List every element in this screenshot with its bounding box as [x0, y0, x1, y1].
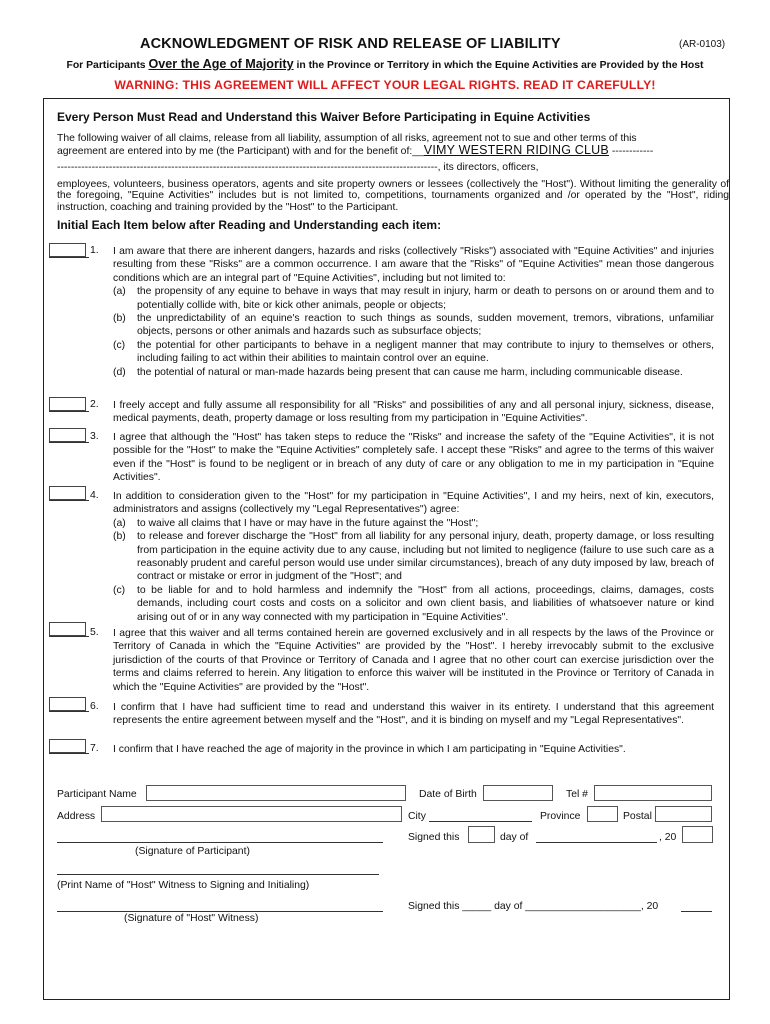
sub-text: the unpredictability of an equine's reaction to such things as sounds, sudden movement, tremors, vibrations, unfamiliar objects, persons or other animals and hazards such as subsurface objects;: [137, 313, 714, 338]
province-field[interactable]: [587, 806, 618, 822]
signed-month-field[interactable]: [536, 842, 657, 843]
postal-label: Postal: [623, 811, 652, 822]
item-text: I confirm that I have had sufficient time to read and understand this waiver in its entirety. I understand that this agreement represents the entire agreement between myself and the "Host", and it is binding on myself and my "Legal Representatives".: [113, 702, 714, 727]
item-text: I freely accept and fully assume all responsibility for all "Risks" and possibilities of any and all personal injury, sickness, disease, medical payments, death, property damage or loss resulting from my participation in "Equine Activities".: [113, 400, 714, 425]
intro-line-2-pre: agreement are entered into by me (the Participant) with and for the benefit of:__: [57, 145, 424, 157]
sub-label: (b): [113, 531, 126, 543]
participant-signature-line[interactable]: [57, 842, 383, 843]
intro-line-1: The following waiver of all claims, release from all liability, assumption of all risks, agreement not to sue and other terms of this: [57, 133, 637, 144]
initial-box-4[interactable]: [49, 486, 86, 500]
waiver-heading: Every Person Must Read and Understand this Waiver Before Participating in Equine Activities: [57, 110, 591, 124]
item-number: 1.: [90, 245, 99, 256]
item-2: [113, 399, 714, 426]
item-5: [113, 627, 714, 694]
participant-name-label: Participant Name: [57, 789, 137, 800]
sub-item: [113, 339, 714, 366]
print-name-witness-label: (Print Name of "Host" Witness to Signing and Initialing): [57, 880, 310, 891]
sub-item: [113, 366, 714, 379]
city-field[interactable]: [429, 821, 532, 822]
signed-this-label: Signed this: [408, 832, 460, 843]
sub-label: (a): [113, 517, 126, 529]
participant-name-field[interactable]: [146, 785, 406, 801]
initial-box-2[interactable]: [49, 397, 86, 411]
item-number: 3.: [90, 431, 99, 442]
address-label: Address: [57, 811, 96, 822]
initial-box-5[interactable]: [49, 622, 86, 636]
item-text: I agree that this waiver and all terms contained herein are governed exclusively and in all respects by the laws of the Province or Territory of Canada in which the "Equine Activities" are provided by the "Host". I hereby irrevocably submit to the exclusive jurisdiction of the courts of that Province or Territory of Canada and I agree that no other court can exercise jurisdiction over the terms and claims referred to herein. Any litigation to enforce this waiver will be instituted in the Province or Territory of Canada in which the "Equine Activities" are provided by the "Host".: [113, 628, 714, 693]
subtitle-emphasis: Over the Age of Majority: [148, 57, 294, 71]
signed-day-field[interactable]: [468, 826, 495, 843]
signature-witness-label: (Signature of "Host" Witness): [124, 913, 259, 924]
initial-box-3[interactable]: [49, 428, 86, 442]
witness-signed-line: Signed this _____ day of ____________________, 20: [408, 901, 659, 912]
tel-field[interactable]: [594, 785, 712, 801]
form-id: (AR-0103): [679, 39, 726, 50]
dob-label: Date of Birth: [419, 789, 477, 800]
witness-print-name-line[interactable]: [57, 874, 379, 875]
sub-text: the propensity of any equine to behave in ways that may result in injury, harm or death to persons on or around them and to potentially collide with, bite or kick other animals, people or objects;: [137, 286, 714, 311]
year-label: , 20: [659, 832, 677, 843]
intro-line-2: [57, 142, 717, 158]
item-number: 7.: [90, 743, 99, 754]
item-text: I am aware that there are inherent dangers, hazards and risks (collectively "Risks") associated with "Equine Activities" and injuries resulting from these "Risks" are a common occurrence. I am aware that the "Risks" of "Equine Activities" mean those dangerous conditions which are an integral part of "Equine Activities", including but not limited to:: [113, 246, 714, 284]
address-field[interactable]: [101, 806, 402, 822]
witness-year-field[interactable]: [681, 911, 712, 912]
sub-label: (a): [113, 286, 126, 298]
initial-heading: Initial Each Item below after Reading and Understanding each item:: [57, 218, 442, 232]
sub-label: (b): [113, 313, 126, 325]
sub-text: the potential for other participants to behave in a negligent manner that may contribute to injury to themselves or others, including failing to act within their abilities to maintain control over an equine.: [137, 339, 714, 365]
sub-label: (c): [113, 584, 126, 596]
item-number: 2.: [90, 399, 99, 410]
form-subtitle: [0, 57, 770, 71]
item-text: In addition to consideration given to the "Host" for my participation in "Equine Activities", I and my heirs, next of kin, executors, administrators and assigns (collectively my "Legal Representatives") agree:: [113, 491, 714, 516]
subtitle-pre: For Participants: [66, 60, 149, 71]
sub-item: [113, 285, 714, 312]
intro-line-2-post: ------------: [608, 145, 654, 157]
item-4: [113, 490, 714, 624]
sub-text: the potential of natural or man-made hazards being present that can cause me harm, including communicable disease.: [137, 366, 683, 378]
sub-text: to release and forever discharge the "Host" from all liability for any personal injury, death, property damage, or loss resulting from participation in the equine activity due to any cause, including but not limited to negligence (failure to use such care as a reasonably prudent and careful person would use under similar circumstances), breach of any duty imposed by law, breach of contract or mistake or error in judgment of the "Host"; and: [137, 531, 714, 583]
sub-item: [113, 517, 714, 530]
sub-text: to be liable for and to hold harmless and indemnify the "Host" from all actions, proceedings, claims, damages, costs demands, including court costs and costs on a solicitor and own client basis, and liabilities of whatsoever nature or kind arising out of or in any way connected with my participation in "Equine Activities".: [137, 584, 714, 623]
item-number: 6.: [90, 701, 99, 712]
initial-box-7[interactable]: [49, 739, 86, 753]
item-text: I agree that although the "Host" has taken steps to reduce the "Risks" and increase the safety of the "Equine Activities", it is not possible for the "Host" to make the "Equine Activities" completely safe. I accept these "Risks" and agree to the terms of this waiver even if the "Host" is found to be negligent or in breach of any duty of care or any obligation to me in my participation in "Equine Activities".: [113, 432, 714, 484]
item-7: [113, 743, 714, 756]
sub-text: to waive all claims that I have or may have in the future against the "Host";: [137, 517, 479, 529]
item-1: [113, 245, 714, 379]
initial-box-1[interactable]: [49, 243, 86, 257]
item-number: 4.: [90, 490, 99, 501]
witness-signature-line[interactable]: [57, 911, 383, 912]
form-title: ACKNOWLEDGMENT OF RISK AND RELEASE OF LIABILITY: [140, 36, 561, 52]
intro-rest: employees, volunteers, business operators, agents and site property owners or lessees (collectively the "Host"). Without limiting the generality of the foregoing, "Equine Activities" includes but is not limited to, competitions, tournaments organized and /or operated by the "Host", riding instruction, coaching and training provided by the "Host" to the Participant.: [57, 178, 729, 213]
city-label: City: [408, 811, 426, 822]
item-3: [113, 431, 714, 485]
postal-field[interactable]: [655, 806, 712, 822]
sub-item: [113, 530, 714, 584]
waiver-intro: [57, 133, 729, 214]
sub-label: (d): [113, 366, 126, 378]
province-label: Province: [540, 811, 581, 822]
subtitle-post: in the Province or Territory in which the Equine Activities are Provided by the Host: [293, 60, 704, 71]
club-name: VIMY WESTERN RIDING CLUB: [423, 142, 609, 157]
initial-box-6[interactable]: [49, 697, 86, 711]
dob-field[interactable]: [483, 785, 553, 801]
tel-label: Tel #: [566, 789, 588, 800]
intro-line-3: --------------------------------------------------------------------------------------------------------------, its directors, officers,: [57, 162, 539, 174]
sub-item: [113, 312, 714, 339]
item-number: 5.: [90, 627, 99, 638]
warning-banner: WARNING: THIS AGREEMENT WILL AFFECT YOUR LEGAL RIGHTS. READ IT CAREFULLY!: [114, 78, 656, 92]
day-of-label: day of: [500, 832, 529, 843]
item-text: I confirm that I have reached the age of majority in the province in which I am participating in "Equine Activities".: [113, 744, 626, 755]
sub-label: (c): [113, 339, 126, 351]
sub-item: [113, 584, 714, 624]
signed-year-field[interactable]: [682, 826, 713, 843]
item-6: [113, 701, 714, 728]
signature-participant-label: (Signature of Participant): [135, 846, 250, 857]
